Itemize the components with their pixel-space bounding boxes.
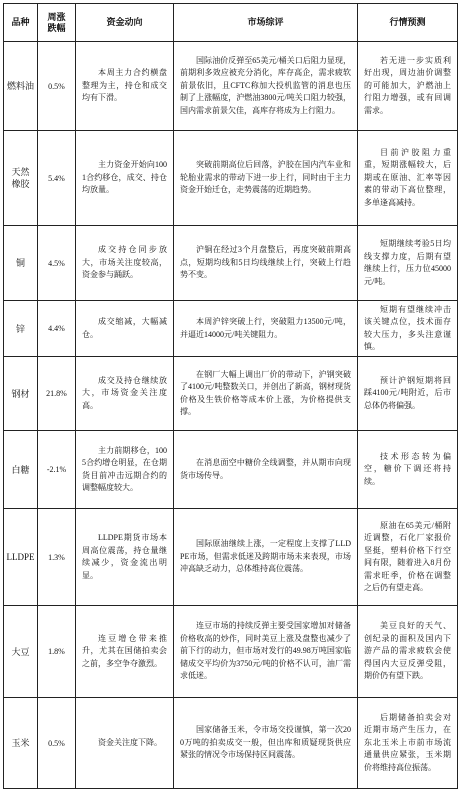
cell-market-review: 在钢厂大幅上调出厂价的带动下，沪钢突破了4100元/吨整数关口，并创出了新高，钢材现货价格及生铁价格等成本价上涨，为价格提供支撑。 xyxy=(174,357,358,431)
cell-fund-flow: 连豆增仓带来推升，尤其在国储拍卖会之前，多空争夺激烈。 xyxy=(76,606,174,698)
cell-market-review: 国家储备玉米，令市场交投谨慎，第一次200万吨的拍卖成交一般，但出库和质疑现货供应紧张的情况令市场保持区间震荡。 xyxy=(174,698,358,789)
cell-weekly-change: 0.5% xyxy=(38,42,76,131)
cell-forecast: 预计沪钢短期将回踩4100元/吨附近，后市总体仍将偏强。 xyxy=(358,357,458,431)
table-row xyxy=(4,606,458,698)
header-fund-flow: 资金动向 xyxy=(76,4,174,42)
cell-forecast: 后期储备拍卖会对近期市场产生压力，在东北玉米上市前市场流通量供应紧张，玉米期价将维持高位振荡。 xyxy=(358,698,458,789)
cell-fund-flow: 成交及持仓继续放大，市场资金关注度高。 xyxy=(76,357,174,431)
cell-fund-flow: 成交缩减，大幅减仓。 xyxy=(76,301,174,357)
cell-variety: 锌 xyxy=(4,301,38,357)
cell-weekly-change: 0.5% xyxy=(38,698,76,789)
table-row xyxy=(4,431,458,509)
cell-variety: 铜 xyxy=(4,226,38,301)
cell-weekly-change: -2.1% xyxy=(38,431,76,509)
cell-forecast: 目前沪胶阻力重重，短期涨幅较大，后期或在原油、汇率等因素的带动下高位整理，多单逢高减持。 xyxy=(358,131,458,226)
header-row xyxy=(4,4,458,42)
cell-market-review: 突破前期高位后回落，沪胶在国内汽车业和轮胎业需求的带动下进一步上行，同时由于主力资金开始迁仓，走势震荡的近期趋势。 xyxy=(174,131,358,226)
cell-variety: 燃料油 xyxy=(4,42,38,131)
table-row xyxy=(4,226,458,301)
cell-weekly-change: 5.4% xyxy=(38,131,76,226)
cell-weekly-change: 4.4% xyxy=(38,301,76,357)
header-forecast: 行情预测 xyxy=(358,4,458,42)
cell-fund-flow: 主力前期移仓，1005合约增仓明显，在仓期货目前冲击远期合约的调整幅度较大。 xyxy=(76,431,174,509)
cell-variety: 玉米 xyxy=(4,698,38,789)
cell-market-review: 连豆市场的持续反弹主要受国家增加对储备价格收高的炒作，同时美豆上涨及盘整也减少了前下行的动力，但市场对发行的49.98万吨国家临储成交平均价为3750元/吨的价格不认可，油厂需求低迷。 xyxy=(174,606,358,698)
table-row xyxy=(4,509,458,606)
cell-forecast: 短期有望继续冲击该关键点位，技术面存较大压力，多头注意谨慎。 xyxy=(358,301,458,357)
cell-market-review: 本周沪锌突破上行，突破阻力13500元/吨，并逼近14000元/吨关键阻力。 xyxy=(174,301,358,357)
cell-weekly-change: 1.8% xyxy=(38,606,76,698)
cell-variety: 白糖 xyxy=(4,431,38,509)
cell-market-review: 沪铜在经过3个月盘整后，再度突破前期高点，短期均线和5日均线继续上行，突破上行趋势不变。 xyxy=(174,226,358,301)
futures-weekly-table xyxy=(3,3,458,789)
table-row xyxy=(4,131,458,226)
cell-market-review: 在消息面空中糖价全线调整，并从期市向现货市场传导。 xyxy=(174,431,358,509)
table-row xyxy=(4,698,458,789)
cell-fund-flow: LLDPE期货市场本周高位震荡，持仓量继续减少，资金流出明显。 xyxy=(76,509,174,606)
cell-fund-flow: 资金关注度下降。 xyxy=(76,698,174,789)
cell-forecast: 短期继续考验5日均线支撑力度，后期有望继续上行，压力位45000元/吨。 xyxy=(358,226,458,301)
cell-fund-flow: 主力资金开始向1001合约移仓，成交、持仓均放量。 xyxy=(76,131,174,226)
cell-market-review: 国际油价反弹至65美元/桶关口后阻力显现，前期利多效应被充分消化，库存高企，需求疲软前景依旧，且CFTC称加大投机监管的消息也压制了上涨幅度，沪燃油3800元/吨关口阻力较强，国内需求前景欠佳，高库存将成为上行阻力。 xyxy=(174,42,358,131)
cell-forecast: 美豆良好的天气、创纪录的面积及国内下游产品的需求疲软会使得国内大豆反弹受阻，期价仍有望下跌。 xyxy=(358,606,458,698)
cell-forecast: 技术形态转为偏空，糖价下调还将持续。 xyxy=(358,431,458,509)
cell-weekly-change: 1.3% xyxy=(38,509,76,606)
header-variety: 品种 xyxy=(4,4,38,42)
cell-fund-flow: 成交持仓同步放大，市场关注度较高，资金参与踊跃。 xyxy=(76,226,174,301)
table-row xyxy=(4,357,458,431)
futures-weekly-table-sheet xyxy=(3,3,457,789)
cell-fund-flow: 本周主力合约横盘整理为主，持仓和成交均有下滑。 xyxy=(76,42,174,131)
cell-forecast: 若无进一步实质利好出现，周边油价调整的可能加大，沪燃油上行阻力增强，或有回调需求。 xyxy=(358,42,458,131)
cell-variety: 大豆 xyxy=(4,606,38,698)
header-weekly-change xyxy=(38,4,76,42)
table-row xyxy=(4,42,458,131)
cell-variety: 钢材 xyxy=(4,357,38,431)
cell-weekly-change: 4.5% xyxy=(38,226,76,301)
cell-forecast: 原油在65美元/桶附近调整，石化厂家报价坚挺，塑料价格下行空间有限，随着进入8月份需求旺季，价格在调整之后仍有望走高。 xyxy=(358,509,458,606)
header-weekly-change-label: 周涨跌幅 xyxy=(47,11,66,33)
header-market-review: 市场综评 xyxy=(174,4,358,42)
cell-variety-label: 天然橡胶 xyxy=(11,167,30,189)
cell-market-review: 国际原油继续上涨，一定程度上支撑了LLDPE市场，但需求低迷及跨期市场未来表现，市场冲高缺乏动力，总体维持高位震荡。 xyxy=(174,509,358,606)
cell-variety: LLDPE xyxy=(4,509,38,606)
cell-variety xyxy=(4,131,38,226)
cell-weekly-change: 21.8% xyxy=(38,357,76,431)
table-row xyxy=(4,301,458,357)
